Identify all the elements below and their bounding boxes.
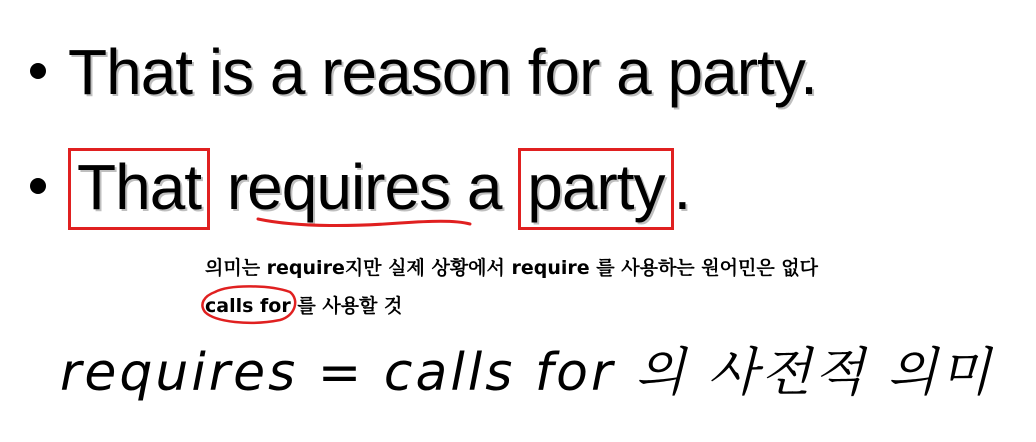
handwritten-note: requires = calls for 의 사전적 의미 (60, 343, 994, 403)
sentence-1-text: That is a reason for a party. (68, 36, 817, 108)
bullet-icon (30, 63, 46, 79)
circled-calls-for: calls for (205, 295, 291, 317)
word-requires: requires (226, 151, 451, 223)
bullet-sentence-1 (30, 36, 817, 108)
bullet-icon (30, 178, 46, 194)
period: . (673, 151, 691, 223)
boxed-word-party (518, 148, 673, 230)
word-party: party (527, 151, 665, 223)
boxed-word-that (68, 148, 210, 230)
annotation-line-2 (205, 291, 402, 318)
word-that: That (77, 151, 202, 223)
annotation-line-1: 의미는 require지만 실제 상황에서 require 를 사용하는 원어민은 없다 (205, 257, 819, 279)
annotation-line-2-rest: 를 사용할 것 (290, 295, 403, 317)
word-a: a (466, 151, 502, 223)
bullet-sentence-2 (30, 151, 691, 223)
